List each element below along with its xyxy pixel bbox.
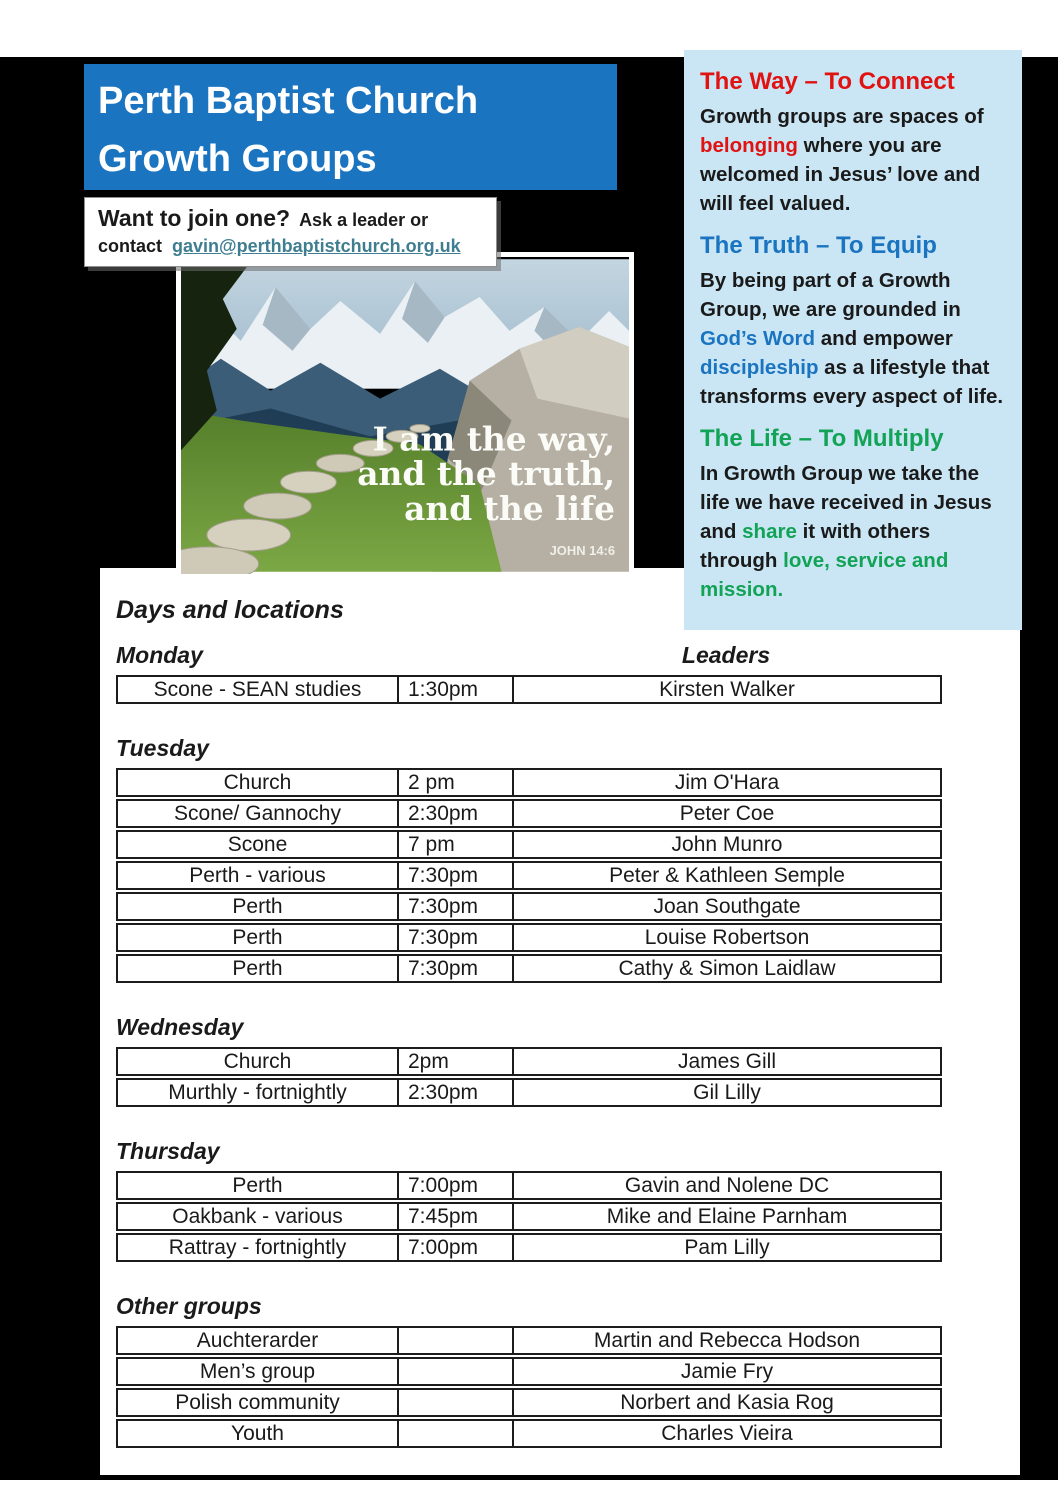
leaders-column-label: Leaders: [681, 642, 771, 668]
text-run: belonging: [700, 134, 798, 157]
groups-table: [116, 1047, 942, 1107]
day-section-wednesday: [116, 1011, 1020, 1107]
location-cell: Scone - SEAN studies: [153, 677, 362, 701]
leader-cell: Charles Vieira: [512, 1421, 940, 1446]
day-name: Other groups: [116, 1293, 262, 1319]
table-row: [116, 1047, 942, 1076]
table-row: [116, 892, 942, 921]
text-run: By being part of a Growth Group, we are grounded in: [700, 269, 961, 321]
leader-cell: Pam Lilly: [512, 1235, 940, 1260]
day-section-other-groups: [116, 1290, 1020, 1448]
time-cell: 2pm: [397, 1049, 512, 1074]
join-ask-text: Ask a leader or: [299, 210, 429, 230]
table-row: [116, 675, 942, 704]
table-row: [116, 954, 942, 983]
mountain-scene-illustration: [181, 257, 629, 574]
time-cell: 7:30pm: [397, 956, 512, 981]
location-cell: Men’s group: [199, 1359, 316, 1383]
time-cell: [397, 1390, 512, 1415]
leader-cell: Mike and Elaine Parnham: [512, 1204, 940, 1229]
contact-email-link[interactable]: gavin@perthbaptistchurch.org.uk: [172, 236, 461, 256]
location-cell: Polish community: [175, 1390, 340, 1414]
sidebar-section: [700, 425, 1006, 604]
day-heading-row: [116, 1135, 942, 1167]
leader-cell: Joan Southgate: [512, 894, 940, 919]
location-cell: Perth: [232, 956, 283, 980]
time-cell: 7:00pm: [397, 1173, 512, 1198]
verse-line-2: and the truth,: [357, 454, 616, 494]
join-line-2: [98, 236, 496, 257]
leader-cell: Peter Coe: [512, 801, 940, 826]
text-run: as a lifestyle that transforms every aspect of life.: [700, 356, 1004, 408]
sidebar-paragraph: [700, 102, 1006, 218]
time-cell: 7:30pm: [397, 925, 512, 950]
table-row: [116, 1388, 942, 1417]
time-cell: 7:30pm: [397, 863, 512, 888]
day-heading-row: [116, 1290, 942, 1322]
time-cell: 7:45pm: [397, 1204, 512, 1229]
location-cell: Youth: [231, 1421, 284, 1445]
text-run: where you are welcomed in Jesus’ love and will feel valued.: [700, 134, 981, 215]
day-section-thursday: [116, 1135, 1020, 1262]
table-row: [116, 1078, 942, 1107]
time-cell: [397, 1421, 512, 1446]
leader-cell: Jim O'Hara: [512, 770, 940, 795]
verse-line-1: I am the way,: [372, 419, 616, 459]
location-cell: Scone: [227, 832, 288, 856]
leader-cell: John Munro: [512, 832, 940, 857]
location-cell: Oakbank - various: [172, 1204, 343, 1228]
text-run: Growth groups are spaces of: [700, 105, 984, 128]
sidebar-heading: The Life – To Multiply: [700, 425, 944, 452]
day-name: Thursday: [116, 1138, 220, 1164]
groups-table: [116, 1171, 942, 1262]
time-cell: 7:30pm: [397, 894, 512, 919]
location-cell: Church: [223, 1049, 292, 1073]
table-row: [116, 923, 942, 952]
table-row: [116, 1357, 942, 1386]
day-tables: [116, 639, 1020, 1448]
table-row: [116, 1171, 942, 1200]
day-heading-row: [116, 1011, 942, 1043]
sidebar-section: [700, 232, 1006, 411]
time-cell: 7 pm: [397, 832, 512, 857]
hero-image: [176, 252, 634, 579]
day-name: Monday: [116, 642, 203, 668]
join-box: [84, 197, 497, 267]
table-row: [116, 768, 942, 797]
location-cell: Perth: [232, 894, 283, 918]
section-title: Days and locations: [116, 596, 344, 624]
location-cell: Church: [223, 770, 292, 794]
location-cell: Murthly - fortnightly: [168, 1080, 347, 1104]
location-cell: Perth - various: [189, 863, 326, 887]
leader-cell: Cathy & Simon Laidlaw: [512, 956, 940, 981]
day-heading-row: [116, 639, 942, 671]
leader-cell: Jamie Fry: [512, 1359, 940, 1384]
join-question: Want to join one?: [98, 205, 291, 231]
table-row: [116, 861, 942, 890]
leader-cell: Martin and Rebecca Hodson: [512, 1328, 940, 1353]
contact-label: contact: [98, 236, 163, 256]
groups-table: [116, 675, 942, 704]
sidebar-heading: The Truth – To Equip: [700, 232, 937, 259]
day-heading-row: [116, 732, 942, 764]
sidebar-paragraph: [700, 266, 1006, 411]
leader-cell: Peter & Kathleen Semple: [512, 863, 940, 888]
location-cell: Perth: [232, 925, 283, 949]
text-run: it with others through: [700, 520, 931, 572]
table-row: [116, 799, 942, 828]
time-cell: 2 pm: [397, 770, 512, 795]
text-run: In Growth Group we take the life we have received in Jesus and: [700, 462, 992, 543]
time-cell: [397, 1359, 512, 1384]
leader-cell: Norbert and Kasia Rog: [512, 1390, 940, 1415]
leader-cell: Louise Robertson: [512, 925, 940, 950]
leader-cell: Gil Lilly: [512, 1080, 940, 1105]
time-cell: 2:30pm: [397, 1080, 512, 1105]
day-name: Tuesday: [116, 735, 209, 761]
sidebar: [684, 50, 1022, 630]
location-cell: Rattray - fortnightly: [168, 1235, 347, 1259]
leader-cell: Kirsten Walker: [512, 677, 940, 702]
location-cell: Auchterarder: [196, 1328, 319, 1352]
sidebar-sections: [700, 68, 1006, 604]
sidebar-paragraph: [700, 459, 1006, 604]
day-section-monday: [116, 639, 1020, 704]
day-section-tuesday: [116, 732, 1020, 983]
content-panel: [100, 568, 1020, 1475]
day-name: Wednesday: [116, 1014, 244, 1040]
location-cell: Scone/ Gannochy: [174, 801, 341, 825]
verse-reference: JOHN 14:6: [549, 542, 616, 558]
table-row: [116, 1326, 942, 1355]
leader-cell: Gavin and Nolene DC: [512, 1173, 940, 1198]
leader-cell: James Gill: [512, 1049, 940, 1074]
time-cell: 7:00pm: [397, 1235, 512, 1260]
table-row: [116, 830, 942, 859]
join-line-1: [98, 205, 496, 232]
verse-line-3: and the life: [404, 489, 616, 529]
sidebar-section: [700, 68, 1006, 218]
table-row: [116, 1419, 942, 1448]
text-run: God’s Word: [700, 327, 816, 350]
title-line-1: Perth Baptist Church: [98, 80, 479, 122]
time-cell: [397, 1328, 512, 1353]
text-run: share: [742, 520, 797, 543]
groups-table: [116, 768, 942, 983]
sidebar-heading: The Way – To Connect: [700, 68, 955, 95]
time-cell: 1:30pm: [397, 677, 512, 702]
title-line-2: Growth Groups: [98, 138, 377, 180]
text-run: and empower: [815, 327, 953, 350]
time-cell: 2:30pm: [397, 801, 512, 826]
table-row: [116, 1202, 942, 1231]
table-row: [116, 1233, 942, 1262]
groups-table: [116, 1326, 942, 1448]
title-box: [84, 64, 617, 190]
location-cell: Perth: [232, 1173, 283, 1197]
text-run: discipleship: [700, 356, 819, 379]
text-run: love, service and mission.: [700, 549, 949, 601]
